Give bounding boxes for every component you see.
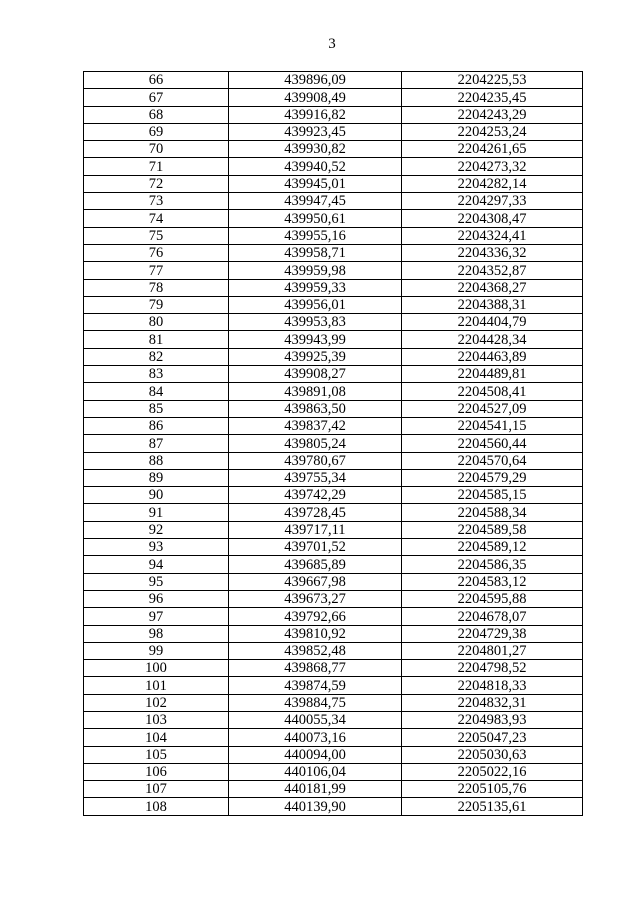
table-row — [84, 435, 583, 452]
y-coordinate-cell: 2204388,31 — [402, 296, 583, 313]
point-number-cell: 101 — [84, 677, 229, 694]
table-row — [84, 106, 583, 123]
x-coordinate-cell: 439780,67 — [229, 452, 402, 469]
x-coordinate-cell: 439923,45 — [229, 123, 402, 140]
x-coordinate-cell: 439717,11 — [229, 521, 402, 538]
x-coordinate-cell: 439755,34 — [229, 469, 402, 486]
table-row — [84, 469, 583, 486]
x-coordinate-cell: 439792,66 — [229, 608, 402, 625]
point-number-cell: 87 — [84, 435, 229, 452]
x-coordinate-cell: 439891,08 — [229, 383, 402, 400]
table-row — [84, 383, 583, 400]
point-number-cell: 94 — [84, 556, 229, 573]
x-coordinate-cell: 439955,16 — [229, 227, 402, 244]
x-coordinate-cell: 439959,98 — [229, 262, 402, 279]
table-row — [84, 487, 583, 504]
x-coordinate-cell: 439896,09 — [229, 72, 402, 89]
y-coordinate-cell: 2204729,38 — [402, 625, 583, 642]
point-number-cell: 99 — [84, 642, 229, 659]
point-number-cell: 95 — [84, 573, 229, 590]
point-number-cell: 90 — [84, 487, 229, 504]
y-coordinate-cell: 2204560,44 — [402, 435, 583, 452]
x-coordinate-cell: 440139,90 — [229, 798, 402, 815]
point-number-cell: 91 — [84, 504, 229, 521]
table-row — [84, 175, 583, 192]
table-row — [84, 642, 583, 659]
x-coordinate-cell: 439852,48 — [229, 642, 402, 659]
point-number-cell: 102 — [84, 694, 229, 711]
point-number-cell: 79 — [84, 296, 229, 313]
x-coordinate-cell: 439945,01 — [229, 175, 402, 192]
table-row — [84, 141, 583, 158]
point-number-cell: 93 — [84, 539, 229, 556]
x-coordinate-cell: 440055,34 — [229, 711, 402, 728]
x-coordinate-cell: 440181,99 — [229, 781, 402, 798]
x-coordinate-cell: 439950,61 — [229, 210, 402, 227]
y-coordinate-cell: 2204261,65 — [402, 141, 583, 158]
table-row — [84, 798, 583, 815]
y-coordinate-cell: 2204678,07 — [402, 608, 583, 625]
x-coordinate-cell: 439805,24 — [229, 435, 402, 452]
point-number-cell: 76 — [84, 244, 229, 261]
point-number-cell: 96 — [84, 590, 229, 607]
y-coordinate-cell: 2205022,16 — [402, 763, 583, 780]
y-coordinate-cell: 2205047,23 — [402, 729, 583, 746]
y-coordinate-cell: 2204832,31 — [402, 694, 583, 711]
point-number-cell: 67 — [84, 89, 229, 106]
table-row — [84, 296, 583, 313]
x-coordinate-cell: 439943,99 — [229, 331, 402, 348]
table-row — [84, 729, 583, 746]
table-row — [84, 781, 583, 798]
x-coordinate-cell: 439673,27 — [229, 590, 402, 607]
x-coordinate-cell: 440106,04 — [229, 763, 402, 780]
table-row — [84, 504, 583, 521]
x-coordinate-cell: 439953,83 — [229, 314, 402, 331]
y-coordinate-cell: 2204588,34 — [402, 504, 583, 521]
x-coordinate-cell: 439916,82 — [229, 106, 402, 123]
x-coordinate-cell: 439701,52 — [229, 539, 402, 556]
y-coordinate-cell: 2204983,93 — [402, 711, 583, 728]
table-row — [84, 244, 583, 261]
point-number-cell: 107 — [84, 781, 229, 798]
point-number-cell: 105 — [84, 746, 229, 763]
point-number-cell: 70 — [84, 141, 229, 158]
table-row — [84, 72, 583, 89]
x-coordinate-cell: 439908,49 — [229, 89, 402, 106]
point-number-cell: 66 — [84, 72, 229, 89]
table-row — [84, 677, 583, 694]
y-coordinate-cell: 2205135,61 — [402, 798, 583, 815]
point-number-cell: 98 — [84, 625, 229, 642]
x-coordinate-cell: 439940,52 — [229, 158, 402, 175]
point-number-cell: 74 — [84, 210, 229, 227]
y-coordinate-cell: 2205030,63 — [402, 746, 583, 763]
table-row — [84, 521, 583, 538]
point-number-cell: 69 — [84, 123, 229, 140]
point-number-cell: 81 — [84, 331, 229, 348]
point-number-cell: 83 — [84, 366, 229, 383]
point-number-cell: 71 — [84, 158, 229, 175]
table-row — [84, 314, 583, 331]
table-row — [84, 573, 583, 590]
x-coordinate-cell: 439863,50 — [229, 400, 402, 417]
point-number-cell: 75 — [84, 227, 229, 244]
x-coordinate-cell: 439667,98 — [229, 573, 402, 590]
coordinates-table — [83, 71, 583, 816]
point-number-cell: 104 — [84, 729, 229, 746]
point-number-cell: 88 — [84, 452, 229, 469]
x-coordinate-cell: 439930,82 — [229, 141, 402, 158]
table-row — [84, 227, 583, 244]
y-coordinate-cell: 2204508,41 — [402, 383, 583, 400]
point-number-cell: 77 — [84, 262, 229, 279]
table-row — [84, 366, 583, 383]
point-number-cell: 80 — [84, 314, 229, 331]
table-row — [84, 89, 583, 106]
point-number-cell: 89 — [84, 469, 229, 486]
table-row — [84, 711, 583, 728]
point-number-cell: 86 — [84, 417, 229, 434]
x-coordinate-cell: 439925,39 — [229, 348, 402, 365]
y-coordinate-cell: 2204324,41 — [402, 227, 583, 244]
y-coordinate-cell: 2204595,88 — [402, 590, 583, 607]
point-number-cell: 92 — [84, 521, 229, 538]
y-coordinate-cell: 2204818,33 — [402, 677, 583, 694]
table-row — [84, 452, 583, 469]
page-number: 3 — [328, 36, 336, 52]
point-number-cell: 84 — [84, 383, 229, 400]
y-coordinate-cell: 2204489,81 — [402, 366, 583, 383]
y-coordinate-cell: 2204235,45 — [402, 89, 583, 106]
x-coordinate-cell: 439874,59 — [229, 677, 402, 694]
y-coordinate-cell: 2204404,79 — [402, 314, 583, 331]
y-coordinate-cell: 2204273,32 — [402, 158, 583, 175]
y-coordinate-cell: 2204336,32 — [402, 244, 583, 261]
table-row — [84, 279, 583, 296]
x-coordinate-cell: 439810,92 — [229, 625, 402, 642]
x-coordinate-cell: 439868,77 — [229, 660, 402, 677]
table-row — [84, 331, 583, 348]
x-coordinate-cell: 440094,00 — [229, 746, 402, 763]
y-coordinate-cell: 2204463,89 — [402, 348, 583, 365]
y-coordinate-cell: 2204570,64 — [402, 452, 583, 469]
y-coordinate-cell: 2204589,58 — [402, 521, 583, 538]
table-row — [84, 193, 583, 210]
x-coordinate-cell: 439908,27 — [229, 366, 402, 383]
table-row — [84, 348, 583, 365]
y-coordinate-cell: 2204282,14 — [402, 175, 583, 192]
point-number-cell: 73 — [84, 193, 229, 210]
point-number-cell: 103 — [84, 711, 229, 728]
y-coordinate-cell: 2204586,35 — [402, 556, 583, 573]
x-coordinate-cell: 439728,45 — [229, 504, 402, 521]
table-row — [84, 763, 583, 780]
x-coordinate-cell: 440073,16 — [229, 729, 402, 746]
point-number-cell: 97 — [84, 608, 229, 625]
y-coordinate-cell: 2204527,09 — [402, 400, 583, 417]
y-coordinate-cell: 2204589,12 — [402, 539, 583, 556]
y-coordinate-cell: 2204583,12 — [402, 573, 583, 590]
point-number-cell: 68 — [84, 106, 229, 123]
table-row — [84, 400, 583, 417]
y-coordinate-cell: 2204801,27 — [402, 642, 583, 659]
y-coordinate-cell: 2204352,87 — [402, 262, 583, 279]
table-row — [84, 660, 583, 677]
y-coordinate-cell: 2204253,24 — [402, 123, 583, 140]
x-coordinate-cell: 439837,42 — [229, 417, 402, 434]
y-coordinate-cell: 2204243,29 — [402, 106, 583, 123]
table-row — [84, 262, 583, 279]
y-coordinate-cell: 2204585,15 — [402, 487, 583, 504]
y-coordinate-cell: 2204297,33 — [402, 193, 583, 210]
y-coordinate-cell: 2204428,34 — [402, 331, 583, 348]
x-coordinate-cell: 439958,71 — [229, 244, 402, 261]
table-row — [84, 417, 583, 434]
coordinates-table-body — [84, 72, 583, 816]
x-coordinate-cell: 439685,89 — [229, 556, 402, 573]
point-number-cell: 100 — [84, 660, 229, 677]
point-number-cell: 108 — [84, 798, 229, 815]
y-coordinate-cell: 2204368,27 — [402, 279, 583, 296]
table-row — [84, 123, 583, 140]
y-coordinate-cell: 2204541,15 — [402, 417, 583, 434]
table-row — [84, 590, 583, 607]
point-number-cell: 106 — [84, 763, 229, 780]
point-number-cell: 85 — [84, 400, 229, 417]
point-number-cell: 78 — [84, 279, 229, 296]
point-number-cell: 82 — [84, 348, 229, 365]
table-row — [84, 608, 583, 625]
y-coordinate-cell: 2205105,76 — [402, 781, 583, 798]
x-coordinate-cell: 439959,33 — [229, 279, 402, 296]
table-row — [84, 556, 583, 573]
x-coordinate-cell: 439956,01 — [229, 296, 402, 313]
table-row — [84, 694, 583, 711]
table-row — [84, 625, 583, 642]
x-coordinate-cell: 439884,75 — [229, 694, 402, 711]
table-row — [84, 158, 583, 175]
y-coordinate-cell: 2204308,47 — [402, 210, 583, 227]
point-number-cell: 72 — [84, 175, 229, 192]
table-row — [84, 539, 583, 556]
x-coordinate-cell: 439947,45 — [229, 193, 402, 210]
x-coordinate-cell: 439742,29 — [229, 487, 402, 504]
table-row — [84, 746, 583, 763]
y-coordinate-cell: 2204225,53 — [402, 72, 583, 89]
y-coordinate-cell: 2204798,52 — [402, 660, 583, 677]
table-row — [84, 210, 583, 227]
y-coordinate-cell: 2204579,29 — [402, 469, 583, 486]
